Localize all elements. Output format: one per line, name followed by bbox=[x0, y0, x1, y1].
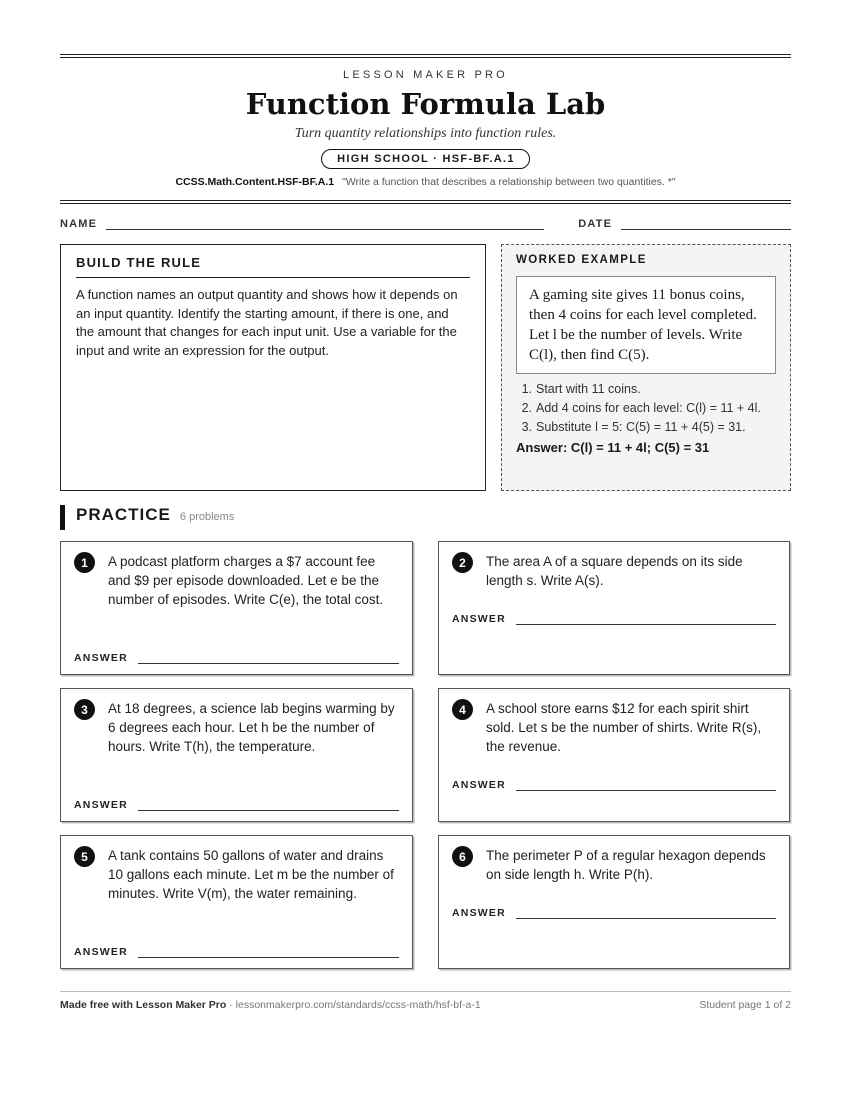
answer-row bbox=[74, 652, 399, 664]
name-label: NAME bbox=[60, 218, 98, 230]
footer-credit bbox=[60, 999, 481, 1011]
page-subtitle: Turn quantity relationships into function rules. bbox=[294, 126, 557, 141]
problem-text: At 18 degrees, a science lab begins warming by 6 degrees each hour. Let h be the number of hours. Write T(h), the temperature. bbox=[108, 701, 395, 754]
step-number: 3. bbox=[521, 420, 532, 434]
answer-label: ANSWER bbox=[74, 799, 128, 811]
answer-label: ANSWER bbox=[452, 779, 506, 791]
problem-card-5 bbox=[60, 835, 413, 969]
answer-label: ANSWER bbox=[452, 907, 506, 919]
answer-row bbox=[74, 946, 399, 958]
answer-row bbox=[452, 907, 776, 919]
answer-field[interactable] bbox=[138, 663, 399, 664]
header-bottom-rule bbox=[60, 200, 791, 204]
problem-text: The area A of a square depends on its side length s. Write A(s). bbox=[486, 554, 743, 588]
practice-grid bbox=[60, 541, 791, 969]
footer-made-with: Made free with Lesson Maker Pro bbox=[60, 999, 227, 1011]
problem-number-badge: 3 bbox=[74, 699, 95, 720]
worksheet-header bbox=[60, 58, 791, 188]
standard-line bbox=[60, 176, 791, 188]
problem-number-badge: 6 bbox=[452, 846, 473, 867]
worked-example-problem: A gaming site gives 11 bonus coins, then 4 coins for each level completed. Let l be the number of levels. Write C(l), then find C(5). bbox=[516, 276, 776, 374]
practice-count: 6 problems bbox=[179, 511, 235, 523]
standard-text: "Write a function that describes a relationship between two quantities. *" bbox=[342, 176, 676, 188]
answer-field[interactable] bbox=[138, 957, 399, 958]
step-text: Substitute l = 5: C(5) = 11 + 4(5) = 31. bbox=[536, 420, 746, 434]
answer-field[interactable] bbox=[138, 810, 399, 811]
footer-page-number: Student page 1 of 2 bbox=[699, 999, 791, 1011]
problem-number-badge: 2 bbox=[452, 552, 473, 573]
page-title: Function Formula Lab bbox=[245, 87, 606, 121]
worked-step bbox=[516, 418, 776, 437]
step-number: 1. bbox=[521, 382, 532, 396]
problem-number-badge: 5 bbox=[74, 846, 95, 867]
build-rule-box bbox=[60, 244, 486, 491]
problem-text: A tank contains 50 gallons of water and drains 10 gallons each minute. Let m be the number of minutes. Write V(m), the water remaining. bbox=[108, 848, 394, 901]
problem-text: A school store earns $12 for each spirit shirt sold. Let s be the number of shirts. Write R(s), the revenue. bbox=[486, 701, 762, 754]
answer-label: ANSWER bbox=[74, 652, 128, 664]
problem-number-badge: 1 bbox=[74, 552, 95, 573]
answer-label: ANSWER bbox=[452, 613, 506, 625]
step-text: Start with 11 coins. bbox=[536, 382, 641, 396]
answer-row bbox=[452, 779, 776, 791]
name-field[interactable] bbox=[106, 229, 544, 230]
date-label: DATE bbox=[578, 218, 613, 230]
footer-url: · lessonmakerpro.com/standards/ccss-math/hsf-bf-a-1 bbox=[226, 999, 481, 1011]
answer-field[interactable] bbox=[516, 624, 776, 625]
worksheet-page bbox=[60, 54, 791, 969]
worked-example-box bbox=[501, 244, 791, 491]
practice-title: PRACTICE bbox=[76, 505, 171, 524]
problem-number-badge: 4 bbox=[452, 699, 473, 720]
answer-row bbox=[452, 613, 776, 625]
problem-text: The perimeter P of a regular hexagon depends on side length h. Write P(h). bbox=[486, 848, 766, 882]
problem-card-2 bbox=[438, 541, 790, 675]
problem-card-6 bbox=[438, 835, 790, 969]
intro-section bbox=[60, 244, 791, 491]
student-fields bbox=[60, 218, 791, 230]
date-field[interactable] bbox=[621, 229, 791, 230]
build-rule-text: A function names an output quantity and shows how it depends on an input quantity. Identify the starting amount, if there is one, and the amount that changes for each input unit. Use a variable for the input and write an expression for the output. bbox=[76, 287, 458, 358]
brand-name: LESSON MAKER PRO bbox=[343, 69, 508, 81]
answer-label: ANSWER bbox=[74, 946, 128, 958]
worked-example-steps bbox=[516, 380, 776, 437]
step-number: 2. bbox=[521, 401, 532, 415]
problem-card-3 bbox=[60, 688, 413, 822]
answer-row bbox=[74, 799, 399, 811]
problem-text: A podcast platform charges a $7 account fee and $9 per episode downloaded. Let e be the number of episodes. Write C(e), the total cost. bbox=[108, 554, 384, 607]
worked-step bbox=[516, 380, 776, 399]
level-badge: HIGH SCHOOL · HSF-BF.A.1 bbox=[321, 149, 530, 169]
worked-example-answer: Answer: C(l) = 11 + 4l; C(5) = 31 bbox=[516, 440, 710, 455]
answer-field[interactable] bbox=[516, 790, 776, 791]
standard-code: CCSS.Math.Content.HSF-BF.A.1 bbox=[175, 176, 335, 188]
step-text: Add 4 coins for each level: C(l) = 11 + 4l. bbox=[536, 401, 761, 415]
worked-step bbox=[516, 399, 776, 418]
practice-heading bbox=[60, 505, 791, 530]
worked-example-heading: WORKED EXAMPLE bbox=[516, 254, 647, 266]
page-footer bbox=[60, 991, 791, 1011]
answer-field[interactable] bbox=[516, 918, 776, 919]
build-rule-heading: BUILD THE RULE bbox=[76, 255, 470, 278]
problem-card-1 bbox=[60, 541, 413, 675]
problem-card-4 bbox=[438, 688, 790, 822]
